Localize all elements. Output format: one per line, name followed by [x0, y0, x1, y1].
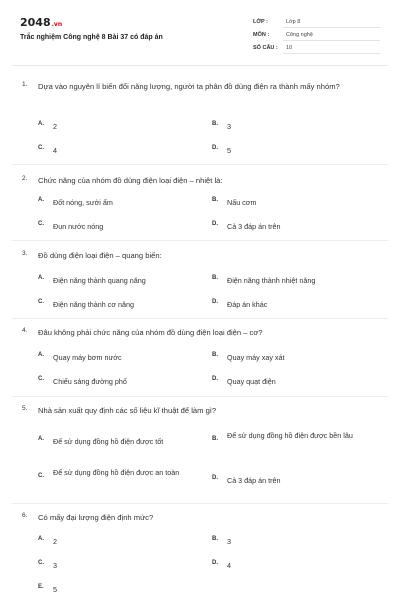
- option-letter: D.: [212, 475, 218, 481]
- question-text: Đồ dùng điện loại điện – quang biến:: [38, 251, 162, 260]
- option-letter: C.: [38, 145, 44, 151]
- question-number: 5.: [22, 405, 28, 412]
- question-1: [0, 81, 400, 169]
- question-2: [0, 175, 400, 241]
- option-letter: B.: [212, 536, 218, 542]
- meta-row-count: [253, 42, 380, 55]
- option-letter: B.: [212, 197, 218, 203]
- option-letter: C.: [38, 376, 44, 382]
- option-letter: A.: [38, 275, 44, 281]
- meta-value: 10: [286, 45, 293, 51]
- meta-label: LỚP :: [253, 19, 268, 25]
- option-letter: C.: [38, 299, 44, 305]
- option-letter: D.: [212, 221, 218, 227]
- option-text: 3: [227, 537, 231, 546]
- option-text: Để sử dụng đồng hồ điện được an toàn: [53, 468, 180, 477]
- page-header: [0, 0, 400, 58]
- option-text: Đốt nóng, sưởi ấm: [53, 198, 113, 207]
- option-text: 5: [227, 146, 231, 155]
- option-text: Đáp án khác: [227, 300, 268, 309]
- option-letter: B.: [212, 121, 218, 127]
- question-3: [0, 250, 400, 316]
- meta-row-class: [253, 16, 380, 29]
- logo-text: 2048: [20, 16, 51, 29]
- question-number: 3.: [22, 250, 28, 257]
- option-text: Điện năng thành quang năng: [53, 276, 146, 285]
- option-text: 2: [53, 122, 57, 131]
- option-letter: B.: [212, 352, 218, 358]
- meta-row-subject: [253, 29, 380, 42]
- option-text: Điện năng thành cơ năng: [53, 300, 135, 309]
- option-letter: A.: [38, 121, 44, 127]
- option-text: Cả 3 đáp án trên: [227, 222, 281, 231]
- option-letter: C.: [38, 473, 44, 479]
- option-text: 4: [227, 561, 231, 570]
- option-letter: A.: [38, 536, 44, 542]
- option-text: Nấu cơm: [227, 198, 257, 207]
- question-number: 4.: [22, 327, 28, 334]
- question-divider: [12, 240, 388, 241]
- site-logo[interactable]: [20, 16, 62, 29]
- question-text: Có mấy đại lượng điện định mức?: [38, 513, 154, 522]
- question-5: [0, 405, 400, 500]
- meta-info: [253, 16, 380, 55]
- option-letter: C.: [38, 560, 44, 566]
- question-number: 2.: [22, 175, 28, 182]
- question-text: Chức năng của nhóm đồ dùng điện loại điện – nhiệt là:: [38, 176, 223, 185]
- option-letter: D.: [212, 145, 218, 151]
- header-divider: [12, 65, 388, 66]
- question-text: Đâu không phải chức năng của nhóm đồ dùng điện loại điện – cơ?: [38, 328, 263, 337]
- meta-underline: [283, 53, 380, 54]
- option-letter: D.: [212, 299, 218, 305]
- option-text: 5: [53, 585, 57, 594]
- option-text: Để sử dụng đồng hồ điện được tốt: [53, 437, 164, 446]
- meta-value: Lớp 8: [286, 19, 301, 25]
- question-6: [0, 512, 400, 600]
- logo-suffix: .vn: [51, 21, 63, 28]
- meta-underline: [283, 40, 380, 41]
- question-number: 6.: [22, 512, 28, 519]
- option-text: 3: [53, 561, 57, 570]
- question-divider: [12, 318, 388, 319]
- option-letter: B.: [212, 275, 218, 281]
- meta-label: SỐ CÂU :: [253, 45, 278, 51]
- option-text: 3: [227, 122, 231, 131]
- option-text: Quay quạt điện: [227, 377, 276, 386]
- meta-underline: [283, 27, 380, 28]
- option-letter: E.: [38, 584, 44, 590]
- question-divider: [12, 396, 388, 397]
- option-letter: B.: [212, 436, 218, 442]
- page-title: Trắc nghiệm Công nghệ 8 Bài 37 có đáp án: [20, 34, 163, 41]
- option-letter: A.: [38, 197, 44, 203]
- option-text: Chiếu sáng đường phố: [53, 377, 127, 386]
- option-letter: C.: [38, 221, 44, 227]
- question-4: [0, 327, 400, 393]
- question-divider: [12, 164, 388, 165]
- meta-label: MÔN :: [253, 32, 270, 38]
- option-text: Để sử dụng đồng hồ điện được bền lâu: [227, 431, 353, 440]
- option-text: Cả 3 đáp án trên: [227, 476, 281, 485]
- question-number: 1.: [22, 81, 28, 88]
- option-letter: A.: [38, 352, 44, 358]
- question-divider: [12, 503, 388, 504]
- option-text: Quay máy bơm nước: [53, 353, 122, 362]
- question-text: Nhà sản xuất quy định các số liệu kĩ thuật để làm gì?: [38, 406, 217, 415]
- meta-value: Công nghệ: [286, 32, 313, 38]
- option-text: 4: [53, 146, 57, 155]
- option-text: Đun nước nóng: [53, 222, 104, 231]
- option-letter: A.: [38, 436, 44, 442]
- option-text: Quay máy xay xát: [227, 353, 285, 362]
- option-letter: D.: [212, 376, 218, 382]
- option-text: 2: [53, 537, 57, 546]
- option-text: Điện năng thành nhiệt năng: [227, 276, 316, 285]
- question-text: Dựa vào nguyên lí biến đổi năng lượng, người ta phân đồ dùng điện ra thành mấy nhóm?: [38, 82, 340, 91]
- option-letter: D.: [212, 560, 218, 566]
